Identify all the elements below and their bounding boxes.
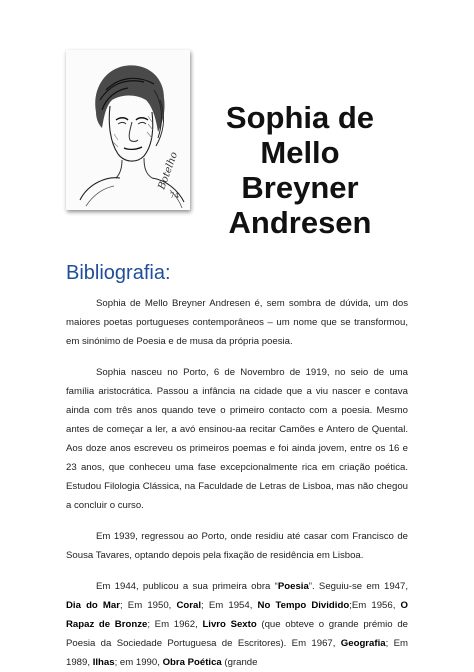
- work-title: O Rapaz de Bronze: [66, 600, 409, 630]
- p4-text: ; Em 1950,: [120, 600, 177, 611]
- paragraph-4: [66, 577, 408, 672]
- paragraph-3: Em 1939, regressou ao Porto, onde residiu até casar com Francisco de Sousa Tavares, optando depois pela fixação de residência em Lisboa.: [66, 531, 408, 561]
- signature-text: Botelho: [156, 150, 181, 192]
- signature-year: 74: [170, 192, 179, 200]
- work-title: Geografia: [340, 638, 386, 649]
- work-title: Livro Sexto: [202, 619, 257, 630]
- p4-text: Em 1944, publicou a sua primeira obra “: [96, 581, 278, 592]
- paragraph-1: Sophia de Mello Breyner Andresen é, sem sombra de dúvida, um dos maiores poetas portugueses contemporâneos – um nome que se transformou, em sinónimo de Poesia e de musa da própria poesia.: [66, 298, 408, 347]
- p4-text: ; Em 1962,: [147, 619, 203, 630]
- p4-text: (grande: [221, 657, 258, 668]
- p4-text: ; Em 1989,: [66, 638, 408, 668]
- p4-text: ; Em 1954,: [201, 600, 258, 611]
- title-line-2: Mello: [260, 135, 340, 170]
- work-title: No Tempo Dividido: [257, 600, 350, 611]
- paragraph-2: Sophia nasceu no Porto, 6 de Novembro de 1919, no seio de uma família aristocrática. Passou a infância na cidade que a viu nascer e contava ainda com três anos quando teve o primeiro contacto com a poesia. Mesmo antes de começar a ler, a avó ensinou-aa recitar Camões e Antero de Quental. Aos doze anos escreveu os primeiros poemas e foi ainda jovem, entre os 16 e 23 anos, que conheceu uma fase excepcionalmente rica em criação poética. Estudou Filologia Clássica, na Faculdade de Letras de Lisboa, mas não chegou a concluir o curso.: [66, 367, 408, 511]
- title-line-1: Sophia de: [225, 100, 375, 135]
- p4-text: ;Em 1956,: [349, 600, 401, 611]
- p4-text: ”. Seguiu-se em 1947,: [308, 581, 408, 592]
- p4-text: ; em 1990,: [114, 657, 163, 668]
- p4-text: (que obteve o grande prémio de Poesia da Sociedade Portuguesa de Escritores). Em 1967,: [66, 619, 408, 649]
- work-title: Obra Poética: [162, 657, 222, 668]
- work-title: Poesia: [277, 581, 309, 592]
- biography-text: [66, 294, 408, 672]
- title-line-4: Andresen: [228, 205, 372, 240]
- work-title: Ilhas: [92, 657, 115, 668]
- section-heading: Bibliografia:: [66, 262, 171, 284]
- portrait-sketch-svg: [66, 50, 190, 210]
- title-line-3: Breyner: [241, 170, 359, 205]
- work-title: Dia do Mar: [66, 600, 120, 611]
- portrait-drawing: [66, 50, 190, 210]
- page-title: [200, 100, 400, 240]
- work-title: Coral: [176, 600, 202, 611]
